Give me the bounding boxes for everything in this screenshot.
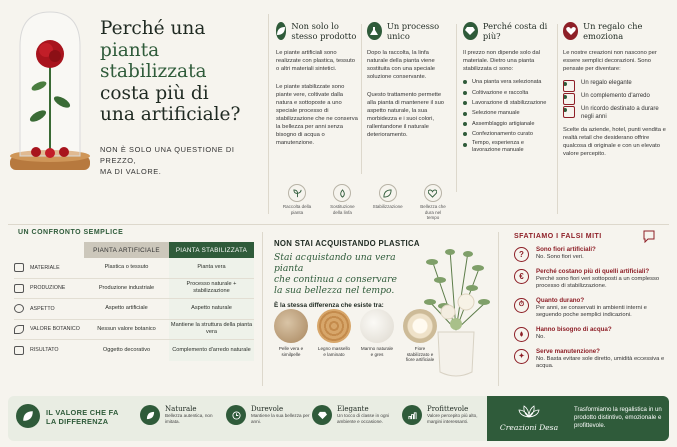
process-steps bbox=[282, 184, 448, 218]
quote-line: la sua bellezza nel tempo. bbox=[274, 285, 395, 296]
divider bbox=[268, 14, 269, 214]
cell-stabilized: Mantiene la struttura della pianta vera bbox=[169, 320, 254, 340]
table-row bbox=[14, 258, 254, 279]
material-pair bbox=[317, 309, 351, 363]
divider bbox=[456, 24, 457, 192]
flask-icon bbox=[367, 22, 382, 40]
myth-answer: No. Basta evitare sole diretto, umidità eccessiva e acqua. bbox=[536, 355, 665, 370]
marble-swatch bbox=[360, 309, 394, 343]
myth-answer: No. bbox=[536, 333, 546, 340]
list-item: Tempo, esperienza e lavorazione manuale bbox=[463, 140, 553, 155]
table-row bbox=[14, 299, 254, 320]
table-row bbox=[14, 279, 254, 300]
row-label bbox=[14, 325, 84, 334]
card-text: Le nostre creazioni non nascono per essere semplici decorazioni. Sono pensate per diventare: bbox=[563, 50, 657, 73]
material-comparisons bbox=[274, 309, 442, 363]
hourglass-icon bbox=[563, 106, 575, 118]
section-heading: NON STAI ACQUISTANDO PLASTICA bbox=[274, 239, 420, 248]
list-item-label: Un ricordo destinato a durare negli anni bbox=[581, 106, 659, 121]
cell-stabilized: Processo naturale + stabilizzazione bbox=[169, 279, 254, 299]
value-title: Profittevole bbox=[427, 405, 469, 414]
quote-line: Stai acquistando una vera pianta bbox=[274, 252, 396, 274]
step-label: Stabilizzazione bbox=[372, 204, 403, 209]
myth-item bbox=[514, 268, 666, 291]
title-line: costa più di bbox=[100, 82, 209, 104]
subtitle-line: NON È SOLO UNA QUESTIONE DI PREZZO, bbox=[100, 145, 235, 165]
divider bbox=[566, 422, 567, 423]
divider bbox=[262, 232, 263, 386]
lotus-logo-icon bbox=[518, 403, 540, 419]
list-item: Lavorazione di stabilizzazione bbox=[463, 98, 553, 108]
process-step bbox=[282, 184, 312, 218]
card-title: Un processo unico bbox=[386, 21, 440, 41]
card-emotional-gift bbox=[563, 22, 669, 158]
row-label-text: PRODUZIONE bbox=[30, 285, 66, 292]
myth-item bbox=[514, 246, 666, 262]
list-item: Selezione manuale bbox=[463, 108, 553, 118]
cell-artificial: Nessun valore botanico bbox=[97, 325, 156, 332]
wood-swatch bbox=[317, 309, 351, 343]
cell-artificial: Aspetto artificiale bbox=[105, 305, 148, 312]
pair-label: Pelle vera e similpelle bbox=[278, 346, 304, 357]
row-label bbox=[14, 304, 84, 313]
table-row bbox=[14, 320, 254, 341]
compare-heading: UN CONFRONTO SEMPLICE bbox=[18, 229, 124, 236]
card-text: Il prezzo non dipende solo dal materiale. Dietro una pianta stabilizzata ci sono: bbox=[463, 50, 541, 73]
brand-claim: Trasformiamo la regalistica in un prodotto distintivo, emozionale e profittevole. bbox=[574, 406, 662, 430]
step-label: Raccolta della pianta bbox=[282, 204, 312, 215]
process-step bbox=[373, 184, 403, 218]
water-drop-icon bbox=[514, 327, 529, 342]
row-label-text: ASPETTO bbox=[30, 305, 55, 312]
row-label-text: VALORE BOTANICO bbox=[30, 326, 80, 333]
question-icon: ? bbox=[514, 247, 529, 262]
leaf-icon bbox=[379, 184, 397, 202]
list-item: Coltivazione e raccolta bbox=[463, 88, 553, 98]
cube-icon bbox=[14, 263, 24, 272]
quote-line: che continua a conservare bbox=[274, 274, 397, 285]
row-label-text: MATERIALE bbox=[30, 264, 60, 271]
footer-value-item bbox=[140, 405, 224, 425]
value-title: Elegante bbox=[337, 405, 369, 414]
card-title: Perché costa di più? bbox=[482, 21, 548, 41]
material-pair bbox=[360, 309, 394, 363]
myth-answer: Per anni, se conservati in ambienti interni e seguendo poche semplici indicazioni. bbox=[536, 304, 647, 319]
card-text: Le piante artificiali sono realizzate con plastica, tessuto o altri materiali sintetici. bbox=[276, 50, 355, 73]
lamp-icon bbox=[563, 93, 575, 105]
footer-lead bbox=[46, 408, 126, 426]
title-line: una artificiale? bbox=[100, 104, 241, 125]
list-item-label: Un complemento d'arredo bbox=[581, 93, 650, 100]
cell-stabilized: Complemento d'arredo naturale bbox=[169, 340, 254, 361]
card-same-product bbox=[276, 22, 358, 147]
chat-bubble-icon bbox=[642, 229, 656, 243]
card-why-cost-more bbox=[463, 22, 553, 155]
preserved-rose-dome-image bbox=[6, 6, 94, 174]
cost-reasons-list bbox=[463, 77, 553, 154]
heart-icon bbox=[563, 22, 578, 40]
list-item-label: Un regalo elegante bbox=[581, 80, 632, 87]
title-line-highlight: pianta stabilizzata bbox=[100, 39, 207, 82]
card-text: Scelte da aziende, hotel, punti vendita e realtà retail che desiderano offrire qualcosa di originale e con un elevato valore percepito. bbox=[563, 127, 666, 158]
timer-icon: ⏱ bbox=[514, 298, 529, 313]
factory-icon bbox=[14, 284, 24, 293]
table-header bbox=[84, 242, 254, 258]
myth-question: Quanto durano? bbox=[536, 296, 585, 304]
diamond-icon bbox=[463, 22, 478, 40]
comparison-intro: È la stessa differenza che esiste tra: bbox=[274, 302, 384, 309]
home-icon bbox=[14, 346, 24, 355]
footer-lead-line: IL VALORE CHE FA bbox=[46, 408, 119, 417]
divider bbox=[557, 24, 558, 214]
myth-item bbox=[514, 297, 666, 320]
row-label bbox=[14, 284, 84, 293]
footer-value-item bbox=[226, 405, 310, 425]
not-plastic-section bbox=[274, 239, 424, 309]
heart-icon bbox=[424, 184, 442, 202]
divider bbox=[498, 232, 499, 386]
step-label: Sostituzione della linfa bbox=[330, 204, 355, 215]
myth-question: Serve manutenzione? bbox=[536, 347, 600, 355]
quote bbox=[274, 252, 424, 296]
pair-label: Legno massello e laminato bbox=[317, 346, 351, 357]
table-row bbox=[14, 340, 254, 361]
card-text: Le piante stabilizzate sono piante vere, coltivate dalla natura e sottoposte a uno speciale processo di stabilizzazione che ne conserva la bellezza per anni senza bisogno di acqua o manutenzione. bbox=[276, 84, 358, 147]
value-text: Bellezza autentica, non imitata. bbox=[165, 413, 213, 424]
page-subtitle bbox=[100, 144, 260, 177]
myth-item bbox=[514, 326, 666, 342]
list-item bbox=[563, 105, 669, 121]
cell-stabilized: Pianta vera bbox=[169, 258, 254, 278]
leaf-icon bbox=[16, 404, 40, 428]
comparison-table bbox=[14, 242, 254, 361]
column-header: PIANTA STABILIZZATA bbox=[169, 242, 254, 258]
value-text: Un tocco di classe in ogni ambiente e occasione. bbox=[337, 413, 390, 424]
card-text: Questo trattamento permette alla pianta di mantenere il suo aspetto naturale, la sua morbidezza e i suoi colori, rallentandone il naturale deterioramento. bbox=[367, 92, 445, 139]
brand-name: Creazioni Desa bbox=[499, 423, 559, 432]
column-header: PIANTA ARTIFICIALE bbox=[84, 242, 169, 258]
row-label bbox=[14, 346, 84, 355]
cell-artificial: Oggetto decorativo bbox=[102, 346, 151, 353]
seedling-icon bbox=[288, 184, 306, 202]
myth-question: Perché costano più di quelli artificiali? bbox=[536, 267, 650, 275]
myth-question: Hanno bisogno di acqua? bbox=[536, 325, 612, 333]
value-title: Durevole bbox=[251, 405, 284, 414]
list-item: Una pianta vera selezionata bbox=[463, 77, 553, 87]
gift-icon bbox=[563, 80, 575, 92]
cell-stabilized: Aspetto naturale bbox=[169, 299, 254, 319]
cell-artificial: Plastica o tessuto bbox=[104, 264, 149, 271]
list-item bbox=[563, 79, 669, 87]
myth-question: Sono fiori artificiali? bbox=[536, 246, 596, 253]
footer-lead-line: LA DIFFERENZA bbox=[46, 417, 109, 426]
row-label-text: RISULTATO bbox=[30, 347, 59, 354]
footer-value-item bbox=[402, 405, 486, 425]
gift-list bbox=[563, 79, 669, 121]
clock-icon bbox=[226, 405, 246, 425]
card-title: Non solo lo stesso prodotto bbox=[291, 21, 357, 41]
leather-swatch bbox=[274, 309, 308, 343]
cell-artificial: Produzione industriale bbox=[98, 284, 155, 291]
leaf-icon bbox=[140, 405, 160, 425]
diamond-icon bbox=[312, 405, 332, 425]
process-step bbox=[418, 184, 448, 218]
myths-list bbox=[514, 246, 666, 377]
value-text: Mantiene la sua bellezza per anni. bbox=[251, 413, 310, 424]
pair-label: Fiore stabilizzato e fiore artificiale bbox=[405, 346, 435, 363]
value-text: Valore percepito più alto, margini interessanti. bbox=[427, 413, 478, 424]
card-unique-process bbox=[367, 22, 451, 139]
growth-chart-icon bbox=[402, 405, 422, 425]
material-pair bbox=[274, 309, 308, 363]
list-item: Confezionamento curato bbox=[463, 129, 553, 139]
sparkle-icon: ✦ bbox=[514, 349, 529, 364]
step-label: Bellezza che dura nel tempo bbox=[420, 204, 446, 220]
drop-icon bbox=[333, 184, 351, 202]
eye-icon bbox=[14, 304, 24, 313]
subtitle-line: MA DI VALORE. bbox=[100, 167, 162, 176]
list-item bbox=[563, 92, 669, 100]
value-title: Naturale bbox=[165, 405, 197, 414]
list-item: Assemblaggio artigianale bbox=[463, 119, 553, 129]
stabilized-plant-vase-image bbox=[420, 240, 492, 382]
myth-answer: Perché sono fiori veri sottoposti a un complesso processo di stabilizzazione. bbox=[536, 275, 660, 290]
euro-icon: € bbox=[514, 269, 529, 284]
process-step bbox=[327, 184, 357, 218]
page-title bbox=[100, 18, 265, 126]
footer-value-item bbox=[312, 405, 400, 425]
leaf-icon bbox=[14, 325, 24, 334]
divider bbox=[361, 24, 362, 174]
row-label bbox=[14, 263, 84, 272]
title-line: Perché una bbox=[100, 18, 206, 39]
myth-answer: No. Sono fiori veri. bbox=[536, 254, 584, 260]
leaf-icon bbox=[276, 22, 286, 40]
card-title: Un regalo che emoziona bbox=[583, 21, 643, 41]
divider bbox=[8, 224, 669, 225]
myth-item bbox=[514, 348, 666, 371]
card-text: Dopo la raccolta, la linfa naturale della pianta viene sostituita con una speciale soluzione conservante. bbox=[367, 50, 435, 81]
pair-label: Marmo naturale e gres bbox=[360, 346, 394, 357]
myths-heading: SFATIAMO I FALSI MITI bbox=[514, 233, 602, 240]
